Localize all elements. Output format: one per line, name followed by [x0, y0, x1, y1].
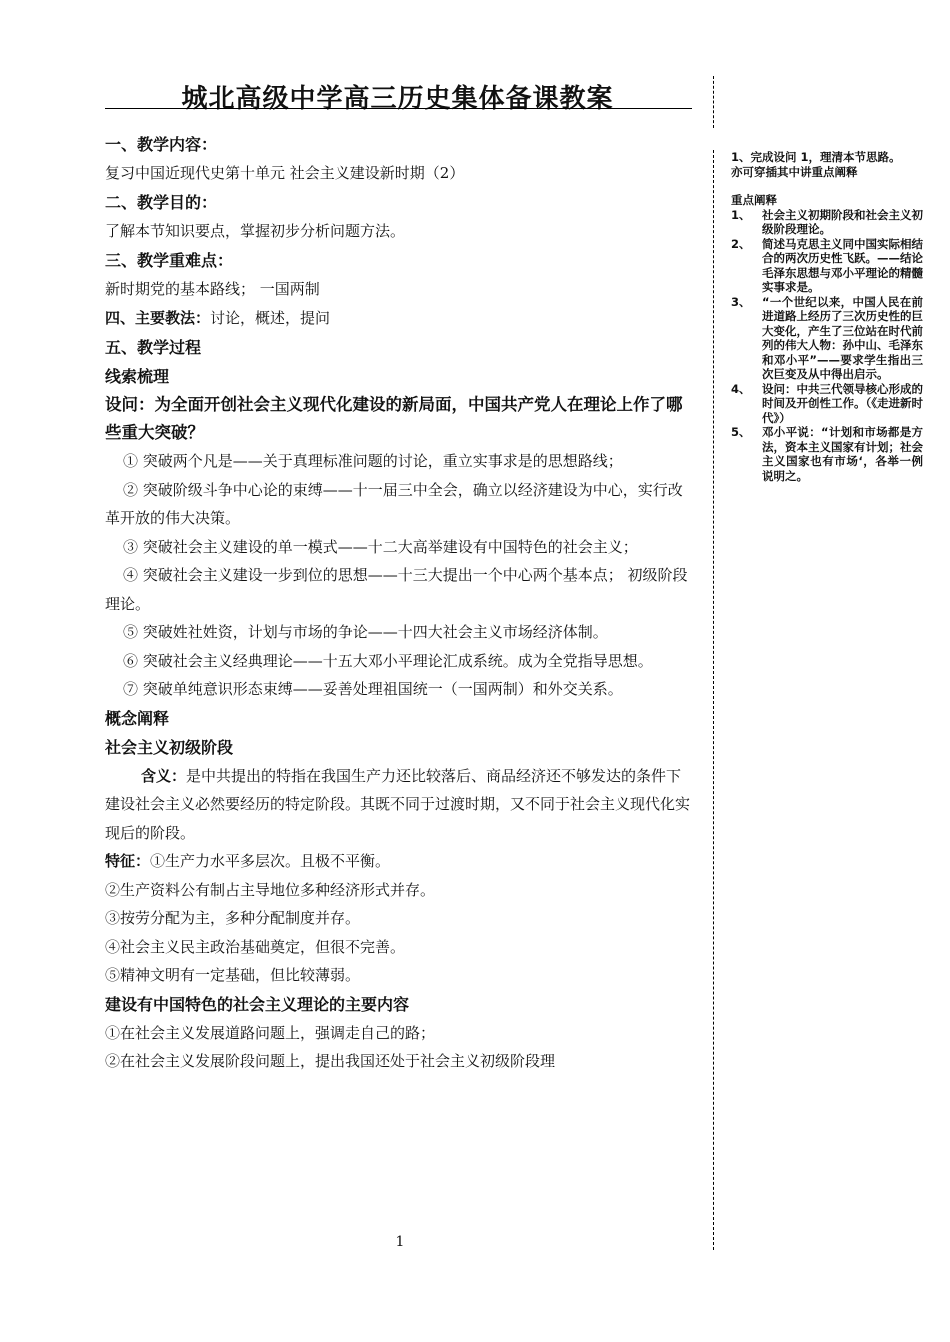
- clue-item-4: ④ 突破社会主义建设一步到位的思想——十三大提出一个中心两个基本点； 初级阶段理论。: [105, 566, 688, 613]
- side-spacer: [731, 179, 923, 193]
- side-item-1-num: 1、: [731, 207, 751, 222]
- theory-point-2: ②在社会主义发展阶段问题上，提出我国还处于社会主义初级阶段理: [105, 1052, 556, 1070]
- side-item-5-num: 5、: [731, 425, 751, 439]
- margin-divider-main: [713, 150, 714, 1250]
- content-text: 复习中国近现代史第十单元 社会主义建设新时期（2）: [105, 164, 465, 182]
- theory-point-1: ①在社会主义发展道路问题上，强调走自己的路；: [105, 1023, 436, 1042]
- meaning-label: 含义：: [141, 766, 187, 785]
- main-column: [105, 130, 695, 1076]
- goal-text: 了解本节知识要点，掌握初步分析问题方法。: [105, 222, 406, 240]
- side-item-2-num: 2、: [731, 236, 751, 251]
- clue-item-3: ③ 突破社会主义建设的单一模式——十二大高举建设有中国特色的社会主义；: [123, 537, 638, 556]
- side-item-1: [731, 208, 923, 237]
- concept-subheading: 社会主义初级阶段: [105, 737, 234, 757]
- side-item-4: [731, 382, 923, 426]
- clue-question: 设问：为全面开创社会主义现代化建设的新局面，中国共产党人在理论上作了哪些重大突破？: [105, 395, 683, 442]
- method-heading: 四、主要教法：: [105, 309, 211, 327]
- feature-1: ①生产力水平多层次。且极不平衡。: [150, 852, 391, 870]
- feature-2: ②生产资料公有制占主导地位多种经济形式并存。: [105, 880, 436, 899]
- document-title: 城北高级中学高三历史集体备课教案: [181, 84, 614, 114]
- page-number: 1: [395, 1234, 405, 1250]
- meaning-text: 是中共提出的特指在我国生产力还比较落后、商品经济还不够发达的条件下建设社会主义必然要经历的特定阶段。其既不同于过渡时期，又不同于社会主义现代化实现后的阶段。: [105, 766, 691, 842]
- side-item-2: [731, 237, 923, 295]
- content-heading: 一、教学内容：: [105, 135, 218, 154]
- feature-line-1: [105, 847, 695, 876]
- side-heading: 重点阐释: [731, 193, 777, 207]
- meaning-paragraph: [105, 762, 695, 848]
- side-intro-2: 亦可穿插其中讲重点阐释: [731, 164, 858, 179]
- method-text: 讨论，概述，提问: [210, 309, 331, 327]
- side-item-4-text: 设问：中共三代领导核心形成的时间及开创性工作。（《走进新时代》）: [762, 381, 923, 425]
- margin-notes: [731, 150, 923, 483]
- features-label: 特征：: [105, 852, 151, 870]
- clue-item-1: ① 突破两个凡是——关于真理标准问题的讨论，重立实事求是的思想路线；: [123, 452, 623, 470]
- theory-heading: 建设有中国特色的社会主义理论的主要内容: [105, 994, 410, 1014]
- side-item-5-text: 邓小平说：“计划和市场都是方法，资本主义国家有计划；社会主义国家也有市场‘，各举一例说明之。: [762, 425, 923, 483]
- title-underline: [105, 108, 692, 109]
- side-item-2-text: 简述马克思主义同中国实际相结合的两次历史性飞跃。——结论毛泽东思想与邓小平理论的精髓实事求是。: [762, 236, 923, 294]
- key-text: 新时期党的基本路线； 一国两制: [105, 280, 320, 298]
- feature-4: ④社会主义民主政治基础奠定，但很不完善。: [105, 937, 406, 956]
- feature-3: ③按劳分配为主，多种分配制度并存。: [105, 909, 361, 927]
- process-heading: 五、教学过程: [105, 338, 202, 357]
- clue-item-5: ⑤ 突破姓社姓资，计划与市场的争论——十四大社会主义市场经济体制。: [123, 623, 608, 641]
- concept-heading: 概念阐释: [105, 708, 170, 728]
- feature-5: ⑤精神文明有一定基础，但比较薄弱。: [105, 966, 361, 984]
- side-item-3-num: 3、: [731, 294, 751, 309]
- clue-item-2: ② 突破阶级斗争中心论的束缚——十一届三中全会，确立以经济建设为中心，实行改革开放的伟大决策。: [105, 480, 683, 527]
- clue-item-7: ⑦ 突破单纯意识形态束缚——妥善处理祖国统一（一国两制）和外交关系。: [123, 680, 623, 698]
- side-item-4-num: 4、: [731, 381, 751, 396]
- clue-item-6: ⑥ 突破社会主义经典理论——十五大邓小平理论汇成系统。成为全党指导思想。: [123, 651, 653, 670]
- side-intro-1: 1、完成设问 1，理清本节思路。: [731, 150, 901, 164]
- side-item-3: [731, 295, 923, 382]
- goal-heading: 二、教学目的：: [105, 193, 218, 212]
- key-heading: 三、教学重难点：: [105, 251, 234, 270]
- side-item-1-text: 社会主义初期阶段和社会主义初级阶段理论。: [762, 207, 923, 236]
- side-item-3-text: “一个世纪以来，中国人民在前进道路上经历了三次历史性的巨大变化，产生了三位站在时代前列的伟大人物：孙中山、毛泽东和邓小平”——要求学生指出三次巨变及从中得出启示。: [762, 294, 923, 381]
- margin-divider-top: [713, 76, 714, 128]
- method-line: [105, 304, 695, 333]
- side-item-5: [731, 425, 923, 483]
- clue-heading: 线索梳理: [105, 367, 170, 386]
